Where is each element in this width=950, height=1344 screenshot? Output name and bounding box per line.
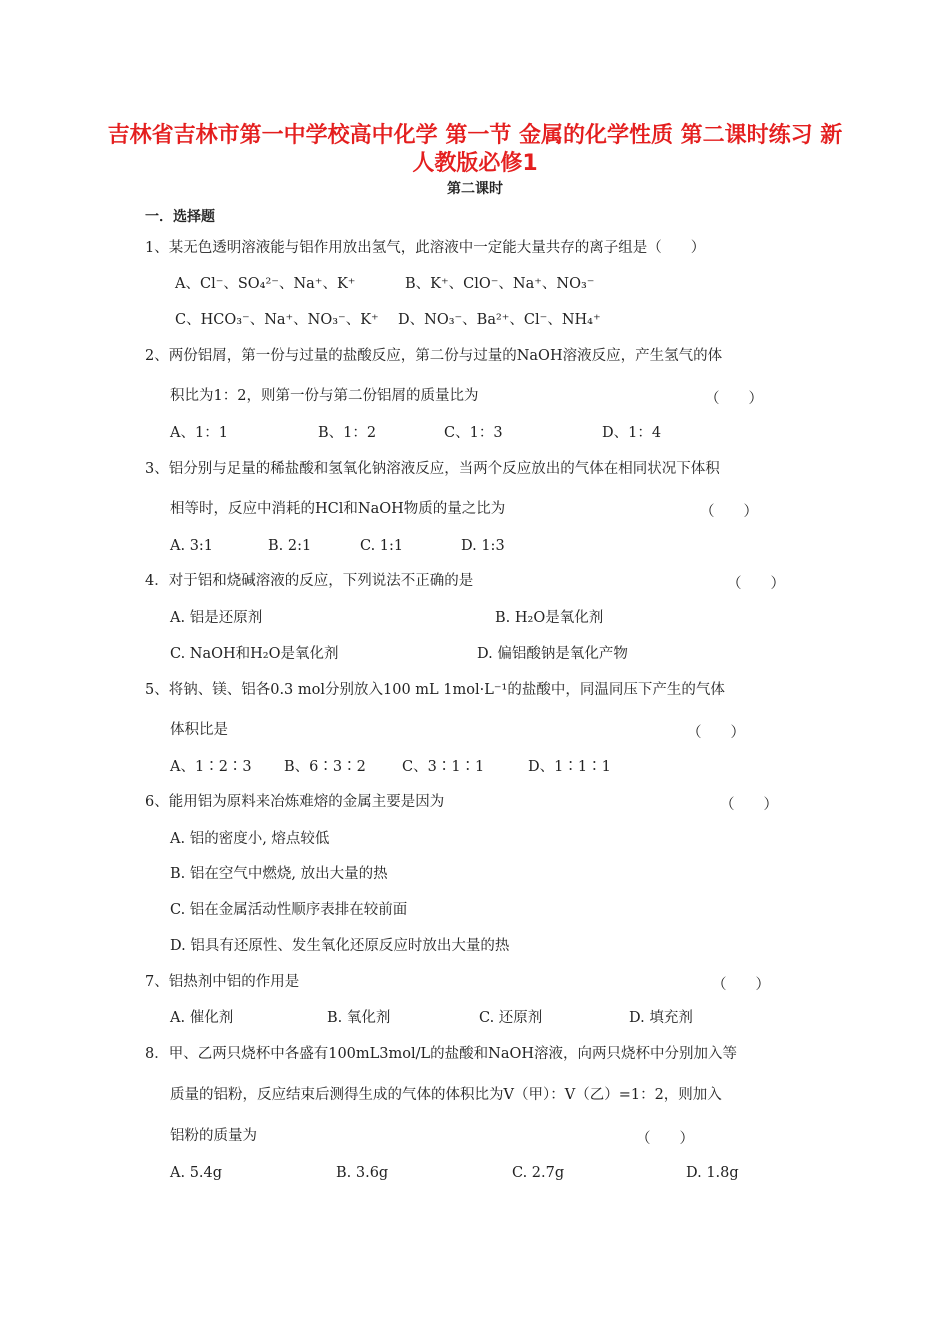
q2-option-b: B、1：2 [318, 425, 377, 441]
q8-option-c: C. 2.7g [512, 1165, 565, 1181]
q1-option-a: A、Cl⁻、SO₄²⁻、Na⁺、K⁺ [175, 276, 356, 292]
q2-option-d: D、1：4 [602, 425, 662, 441]
q7-option-b: B. 氧化剂 [327, 1010, 391, 1026]
q2-option-c: C、1：3 [444, 425, 503, 441]
q8-option-d: D. 1.8g [686, 1165, 739, 1181]
q8-stem-line2: 质量的铝粉，反应结束后测得生成的气体的体积比为V（甲）：V（乙）=1：2，则加入 [170, 1087, 722, 1103]
q4-option-b: B. H₂O是氧化剂 [495, 610, 604, 626]
section-heading: 一．选择题 [145, 209, 215, 225]
q6-option-a: A. 铝的密度小, 熔点较低 [170, 831, 330, 847]
q4-stem: 4．对于铝和烧碱溶液的反应，下列说法不正确的是 [145, 573, 474, 589]
q4-option-c: C. NaOH和H₂O是氧化剂 [170, 646, 339, 662]
q3-option-b: B. 2:1 [268, 538, 312, 554]
q6-answer-bracket: （ ） [720, 797, 778, 813]
q6-option-b: B. 铝在空气中燃烧, 放出大量的热 [170, 866, 388, 882]
q6-option-d: D. 铝具有还原性、发生氧化还原反应时放出大量的热 [170, 938, 510, 954]
q5-stem-line2: 体积比是 [170, 722, 228, 738]
q2-answer-bracket: （ ） [705, 391, 763, 407]
q2-stem-line2: 积比为1：2，则第一份与第二份铝屑的质量比为 [170, 388, 479, 404]
q4-option-d: D. 偏铝酸钠是氧化产物 [477, 646, 628, 662]
q2-option-a: A、1：1 [170, 425, 228, 441]
q8-answer-bracket: （ ） [636, 1131, 694, 1147]
q5-answer-bracket: （ ） [687, 725, 745, 741]
q7-option-c: C. 还原剂 [479, 1010, 543, 1026]
q5-option-c: C、3∶1∶1 [402, 759, 485, 775]
lesson-subtitle: 第二课时 [447, 181, 503, 197]
q1-option-d: D、NO₃⁻、Ba²⁺、Cl⁻、NH₄⁺ [398, 312, 601, 328]
q8-stem-line1: 8．甲、乙两只烧杯中各盛有100mL3mol/L的盐酸和NaOH溶液，向两只烧杯中分别加入等 [145, 1046, 737, 1062]
q1-option-b: B、K⁺、ClO⁻、Na⁺、NO₃⁻ [405, 276, 595, 292]
q3-option-a: A. 3:1 [170, 538, 214, 554]
q4-answer-bracket: （ ） [727, 576, 785, 592]
q6-option-c: C. 铝在金属活动性顺序表排在较前面 [170, 902, 408, 918]
q7-option-d: D. 填充剂 [629, 1010, 693, 1026]
q7-option-a: A. 催化剂 [170, 1010, 234, 1026]
q5-option-b: B、6∶3∶2 [284, 759, 366, 775]
q5-option-d: D、1∶1∶1 [528, 759, 611, 775]
q2-stem-line1: 2、两份铝屑，第一份与过量的盐酸反应，第二份与过量的NaOH溶液反应，产生氢气的体 [145, 348, 723, 364]
q6-stem: 6、能用铝为原料来冶炼难熔的金属主要是因为 [145, 794, 445, 810]
q3-option-d: D. 1:3 [461, 538, 505, 554]
q5-option-a: A、1∶2∶3 [170, 759, 252, 775]
q8-option-a: A. 5.4g [170, 1165, 223, 1181]
q1-option-c: C、HCO₃⁻、Na⁺、NO₃⁻、K⁺ [175, 312, 379, 328]
q8-stem-line3: 铝粉的质量为 [170, 1128, 257, 1144]
q1-stem: 1、某无色透明溶液能与铝作用放出氢气，此溶液中一定能大量共存的离子组是（ ） [145, 240, 706, 256]
q3-stem-line2: 相等时，反应中消耗的HCl和NaOH物质的量之比为 [170, 501, 506, 517]
q7-stem: 7、铝热剂中铝的作用是 [145, 974, 300, 990]
q5-stem-line1: 5、将钠、镁、铝各0.3 mol分别放入100 mL 1mol·L⁻¹的盐酸中，同温同压下产生的气体 [145, 682, 725, 698]
document-title: 吉林省吉林市第一中学校高中化学 第一节 金属的化学性质 第二课时练习 新人教版必修1 [107, 123, 843, 176]
q7-answer-bracket: （ ） [712, 977, 770, 993]
q8-option-b: B. 3.6g [336, 1165, 389, 1181]
q3-option-c: C. 1:1 [360, 538, 404, 554]
q3-answer-bracket: （ ） [700, 504, 758, 520]
q3-stem-line1: 3、铝分别与足量的稀盐酸和氢氧化钠溶液反应，当两个反应放出的气体在相同状况下体积 [145, 461, 720, 477]
q4-option-a: A. 铝是还原剂 [170, 610, 263, 626]
